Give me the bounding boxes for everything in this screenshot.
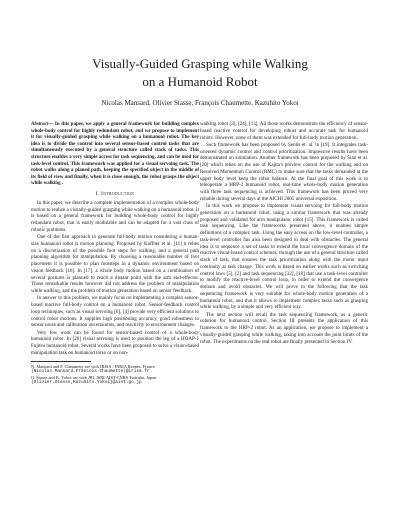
title-line-1: Visually-Guided Grasping while Walking: [92, 56, 308, 71]
author-list: Nicolas Mansard, Olivier Stasse, François Chaumette, Kazuhito Yokoi: [101, 99, 299, 107]
abstract-lead: Abstract: [31, 122, 49, 127]
footnote-line: O. Stasse and K. Yokoi are with JRL ISRI/AIST-CNRS Tsukuba, Japan: [31, 374, 157, 380]
footnote-email: {Olivier.Stasse,Kazuhito.Yokoi}@aist.go.jp: [31, 379, 142, 385]
body-paragraph: In answer to this problem, we mainly focus on implementing a complex sensor-based reactive full-body control on a humanoid robot. Sensor-feedback control loop techniques, such as visual servoing [6], [4] provide very efficient solutions to control robot motions. It supplies high positioning accuracy, good robustness to sensor noise and calibration uncertainties, and reactivity to environment changes.: [31, 295, 199, 329]
paper-title: [40, 55, 360, 91]
body-paragraph: In this paper, we describe a complete implementation of a complex whole-body motion to realize a visually-guided grasping while walking on a humanoid robot. It is based on a general framework for building whole-body control for highly redundant robot, that is easily modulable and can be adapted for a vast class of robotic problems.: [31, 199, 199, 233]
body-paragraph: In this work we propose to implement visual servoing for full-body motion generation on a humanoid robot, using a similar framework that was already proposed and validated for arm manipulator robot [15]. This framework is called task sequencing. Like the frameworks presented above, it enables simple definitions of a complex task. Using the easy access on the low-level controller, a task-level controller has also been designed to deal with obstacles. The general idea is to sequence a set of tasks to extend the local convergence domain of the reactive visual-based control schemes, through the use of a general structure called stack of task, that ensures the task prioritization along with the motor input continuity at task change. This work is based on earlier works such as switching control laws [5], [2] and task sequencing [22], [18] that use a task-level controller to modify the reactive-level control loop, in order to extend the convergence domain and avoid obstacles. We will prove in the following that the task sequencing framework is very suitable for whole-body motion generation of a humanoid robot, and that it allows to implement complex tasks such as grasping while walking, by a simple and very efficient way.: [200, 203, 368, 311]
footnote-line: N. Mansard and F. Chaumette are with IRISA / INRIA Rennes, France: [31, 363, 155, 369]
right-column: [200, 121, 368, 345]
abstract-text: — In this paper, we apply a general framework for building complex whole-body control for highly redundant robot, and we propose to implement it for visually-guided grasping while walking on a humanoid robot. The key idea is to divide the control into several sensor-based control tasks that are simultaneously executed by a general structure called stack of tasks. This structure enables a very simple access for task sequencing, and can be used for task-level control. This framework was applied for a visual servoing task. The robot walks along a planed path, keeping the specified object in the middle of its field of view and finally, when it is close enough, the robot grasps the object while walking .: [31, 122, 199, 187]
body-paragraph: The next section will recall the task sequencing framework, as a generic solution for humanoid control. Section III presents the application of this framework to the HRP-2 robot. As an application, we propose to implement a visually-guided grasping while walking, taking into account the joint limits of the robot. The experiments on the real robot are finally presented in Section IV.: [200, 311, 368, 345]
left-column: [31, 122, 199, 385]
section-heading-introduction: I. Introduction: [95, 190, 135, 197]
body-paragraph: walking robot [3], [24], [13]. All those works demonstrate the efficiency of sensor-based reactive control for developing robust and accurate task for humanoid robots. However, none of them was extended for full-body motion generation.: [200, 121, 368, 141]
body-paragraph: Very few work can be found for sensor-based control of a whole-body humanoid robot. In [26] visual servoing is used to position the leg of a HOAP-1 Fujitsu humanoid robot. Several works have been proposed to solve a vision-based manipulation task on humanoid torso or on non-: [31, 329, 199, 356]
title-line-2: on a Humanoid Robot: [142, 74, 258, 89]
footnote-divider: [31, 361, 91, 362]
body-paragraph: One of the first approach to generate full-body motion considering a human-size humanoid robot is motion planning. Proposed by Kuffner et al. [11] it relies on a discretization of the possible foot steps for walking, and a general path planning algorithm for manipulation. By choosing a reasonable number of foot placement it is possible to plan footsteps in a dynamic environment based on vision feedback [16]. In [17], a whole body motion based on a combination of several postures is planned to reach a distant point with the arm end-effector. Those remarkable results however did not address the problem of manipulation while walking, and the problem of motion generation based on sensor feedback.: [31, 234, 199, 295]
footnote-email: {Nicolas.Mansard,Francois.Chaumette}@irisa.fr: [31, 369, 150, 375]
body-paragraph: Such framework has been proposed by Sentis et. al. in [19]. It integrates task-oriented dynamic control and control prioritization. Impressive results have been demonstrated on simulation. Another framework has been proposed by Sian et al. [20] which relies on the use of Kajita's preview control for the walking and on Resolved Momentum Control (RMC) to make sure that the tasks demanded at the upper body level keep the robot balance. At the final goal of this work is to teleoperate a HRP-2 humanoid robot, real-time whole-body motion generation with three task sequencing is achieved. This framework has been proved very reliable during several days at the AICHI 2005 universal exposition.: [200, 141, 368, 202]
footnote: [31, 364, 199, 386]
abstract: [31, 122, 199, 188]
